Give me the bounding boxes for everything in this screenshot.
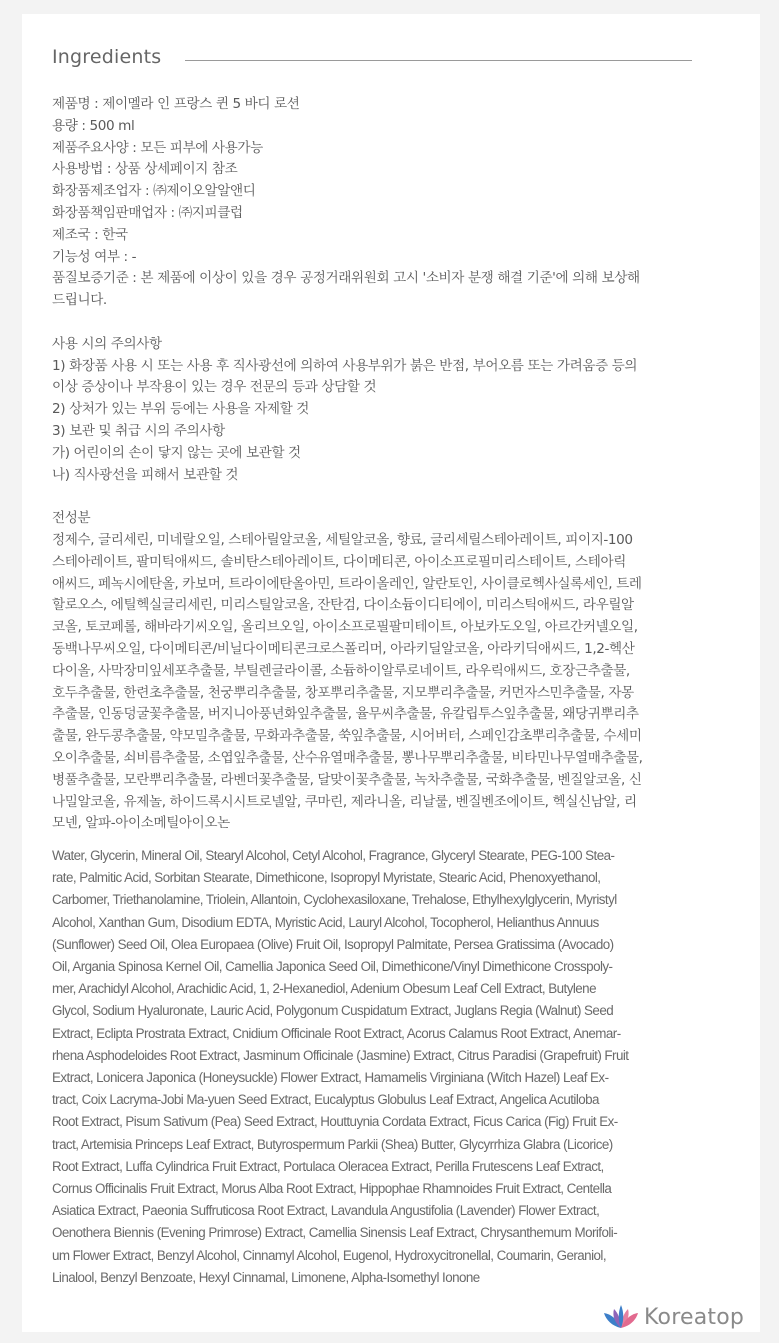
korean-content [52, 94, 692, 835]
ingredients-title: 전성분 [52, 510, 91, 527]
product-info-line: 품질보증기준 : 본 제품에 이상이 있을 경우 공정거래위원회 고시 '소비자 분쟁 해결 기준'에 의해 보상해 [52, 270, 640, 287]
product-info-line: 용량 : 500 ml [52, 117, 135, 134]
ingredients-en-line: tract, Coix Lacryma-Jobi Ma-yuen Seed Extract, Eucalyptus Globulus Leaf Extract, Angelica Acutiloba [52, 1092, 599, 1108]
heading-divider [185, 60, 692, 61]
ingredients-ko-line: 정제수, 글리세린, 미네랄오일, 스테아릴알코올, 세틸알코올, 향료, 글리세릴스테아레이트, 피이지-100 [52, 531, 633, 548]
ingredients-ko-line: 오이추출물, 쇠비름추출물, 소엽잎추출물, 산수유열매추출물, 뽕나무뿌리추출물, 비타민나무열매추출물, [52, 749, 643, 766]
ingredients-ko-line: 할로오스, 에틸헥실글리세린, 미리스틸알코올, 잔탄검, 다이소듐이디티에이, 미리스틱애씨드, 라우릴알 [52, 597, 634, 614]
ingredients-en-line: Cornus Officinalis Fruit Extract, Morus Alba Root Extract, Hippophae Rhamnoides Fruit Extract, Centella [52, 1181, 612, 1197]
product-info-block [52, 94, 692, 312]
lotus-icon [602, 1302, 640, 1332]
ingredients-ko-line: 병풀추출물, 모란뿌리추출물, 라벤더꽃추출물, 달맞이꽃추출물, 녹차추출물, 국화추출물, 벤질알코올, 신 [52, 771, 642, 788]
ingredients-ko-line: 다이올, 사막장미잎세포추출물, 부틸렌글라이콜, 소듐하이알루로네이트, 라우릭애씨드, 호장근추출물, [52, 662, 630, 679]
spacer [52, 312, 692, 334]
ingredients-ko-line: 추출물, 인동덩굴꽃추출물, 버지니아풍년화잎추출물, 율무씨추출물, 유칼립투스잎추출물, 왜당귀뿌리추 [52, 706, 639, 723]
ingredients-en-line: Root Extract, Luffa Cylindrica Fruit Extract, Portulaca Oleracea Extract, Perilla Frutescens Leaf Extract, [52, 1158, 604, 1174]
ingredients-en-line: Oenothera Biennis (Evening Primrose) Extract, Camellia Sinensis Leaf Extract, Chrysanthemum Morifoli- [52, 1225, 618, 1241]
ingredients-ko-line: 호두추출물, 한련초추출물, 천궁뿌리추출물, 창포뿌리추출물, 지모뿌리추출물, 커먼자스민추출물, 자몽 [52, 684, 634, 701]
ingredients-en-line: Root Extract, Pisum Sativum (Pea) Seed Extract, Houttuynia Cordata Extract, Ficus Carica (Fig) Fruit Ex- [52, 1114, 618, 1130]
koreatop-logo [602, 1302, 744, 1332]
ingredients-en-line: (Sunflower) Seed Oil, Olea Europaea (Olive) Fruit Oil, Isopropyl Palmitate, Persea Gratissima (Avocado) [52, 936, 614, 952]
ingredients-en-line: rate, Palmitic Acid, Sorbitan Stearate, Dimethicone, Isopropyl Myristate, Stearic Acid, Phenoxyethanol, [52, 870, 601, 886]
ingredients-en-line: Glycol, Sodium Hyaluronate, Lauric Acid, Polygonum Cuspidatum Extract, Juglans Regia (Walnut) Seed [52, 1003, 614, 1019]
ingredients-ko-line: 스테아레이트, 팔미틱애씨드, 솔비탄스테아레이트, 다이메티콘, 아이소프로필미리스테이트, 스테아릭 [52, 553, 626, 570]
ingredients-en-line: mer, Arachidyl Alcohol, Arachidic Acid, 1, 2-Hexanediol, Adenium Obesum Leaf Cell Extract, Butylene [52, 981, 596, 997]
caution-title: 사용 시의 주의사항 [52, 335, 162, 352]
ingredients-ko-line: 출물, 완두콩추출물, 약모밀추출물, 무화과추출물, 쑥잎추출물, 시어버터, 스페인감초뿌리추출물, 수세미 [52, 728, 642, 745]
product-info-line: 사용방법 : 상품 상세페이지 참조 [52, 161, 238, 178]
ingredients-en-line: Water, Glycerin, Mineral Oil, Stearyl Alcohol, Cetyl Alcohol, Fragrance, Glyceryl Stearate, PEG-100 Stea- [52, 848, 615, 863]
caution-line: 3) 보관 및 취급 시의 주의사항 [52, 422, 225, 439]
ingredients-ko-line: 나밀알코올, 유제놀, 하이드록시시트로넬알, 쿠마린, 제라니올, 리날룰, 벤질벤조에이트, 헥실신남알, 리 [52, 793, 637, 810]
ingredients-en-line: Extract, Lonicera Japonica (Honeysuckle) Flower Extract, Hamamelis Virginiana (Witch Hazel) Leaf Ex- [52, 1070, 609, 1086]
product-info-line: 기능성 여부 : - [52, 248, 137, 265]
ingredients-ko-line: 애씨드, 페녹시에탄올, 카보머, 트라이에탄올아민, 트라이올레인, 알란토인, 사이클로헥사실록세인, 트레 [52, 575, 642, 592]
caution-line: 이상 증상이나 부작용이 있는 경우 전문의 등과 상담할 것 [52, 379, 377, 396]
ingredients-ko-line: 코올, 토코페롤, 해바라기씨오일, 올리브오일, 아이소프로필팔미테이트, 아보카도오일, 아르간커넬오일, [52, 619, 638, 636]
product-info-line: 제조국 : 한국 [52, 226, 128, 243]
caution-block [52, 334, 692, 487]
ingredients-en-line: Asiatica Extract, Paeonia Suffruticosa Root Extract, Lavandula Angustifolia (Lavender) Flower Extract, [52, 1203, 600, 1219]
ingredients-en-line: Oil, Argania Spinosa Kernel Oil, Camellia Japonica Seed Oil, Dimethicone/Vinyl Dimethicone Crosspoly- [52, 959, 613, 975]
product-info-line: 제품명 : 제이멜라 인 프랑스 퀸 5 바디 로션 [52, 96, 300, 112]
ingredients-en-line: um Flower Extract, Benzyl Alcohol, Cinnamyl Alcohol, Eugenol, Hydroxycitronellal, Coumarin, Geraniol, [52, 1247, 606, 1263]
ingredients-en-line: tract, Artemisia Princeps Leaf Extract, Butyrospermum Parkii (Shea) Butter, Glycyrrhiza Glabra (Licorice) [52, 1136, 613, 1152]
heading-row [52, 46, 692, 68]
ingredients-en-line: Carbomer, Triethanolamine, Triolein, Allantoin, Cyclohexasiloxane, Trehalose, Ethylhexylglycerin, Myristyl [52, 892, 617, 908]
ingredients-en-line: Extract, Eclipta Prostrata Extract, Cnidium Officinale Root Extract, Acorus Calamus Root Extract, Anemar- [52, 1025, 621, 1041]
spacer [52, 486, 692, 508]
caution-line: 나) 직사광선을 피해서 보관할 것 [52, 466, 239, 483]
ingredients-ko-line: 모넨, 알파-아이소메틸아이오논 [52, 815, 230, 832]
ingredients-ko-line: 동백나무씨오일, 다이메티콘/비닐다이메티콘크로스폴리머, 아라키딜알코올, 아라키딕애씨드, 1,2-헥산 [52, 640, 635, 657]
ingredients-en-line: rhena Asphodeloides Root Extract, Jasminum Officinale (Jasmine) Extract, Citrus Paradisi (Grapefruit) Fruit [52, 1047, 629, 1063]
page-title: Ingredients [52, 46, 162, 68]
product-info-line: 제품주요사양 : 모든 피부에 사용가능 [52, 139, 263, 156]
ingredients-en-block [52, 845, 692, 1289]
caution-line: 가) 어린이의 손이 닿지 않는 곳에 보관할 것 [52, 444, 301, 461]
caution-line: 1) 화장품 사용 시 또는 사용 후 직사광선에 의하여 사용부위가 붉은 반점, 부어오름 또는 가려움증 등의 [52, 357, 638, 374]
ingredients-en-line: Linalool, Benzyl Benzoate, Hexyl Cinnamal, Limonene, Alpha-Isomethyl Ionone [52, 1269, 480, 1285]
product-info-line: 드립니다. [52, 292, 107, 309]
ingredients-ko-block [52, 508, 692, 835]
ingredients-en-line: Alcohol, Xanthan Gum, Disodium EDTA, Myristic Acid, Lauryl Alcohol, Tocopherol, Helianthus Annuus [52, 914, 599, 930]
product-info-line: 화장품책임판매업자 : ㈜지피클럽 [52, 204, 243, 221]
caution-line: 2) 상처가 있는 부위 등에는 사용을 자제할 것 [52, 401, 310, 418]
product-info-line: 화장품제조업자 : ㈜제이오알알앤디 [52, 183, 256, 200]
logo-text: Koreatop [644, 1304, 745, 1330]
